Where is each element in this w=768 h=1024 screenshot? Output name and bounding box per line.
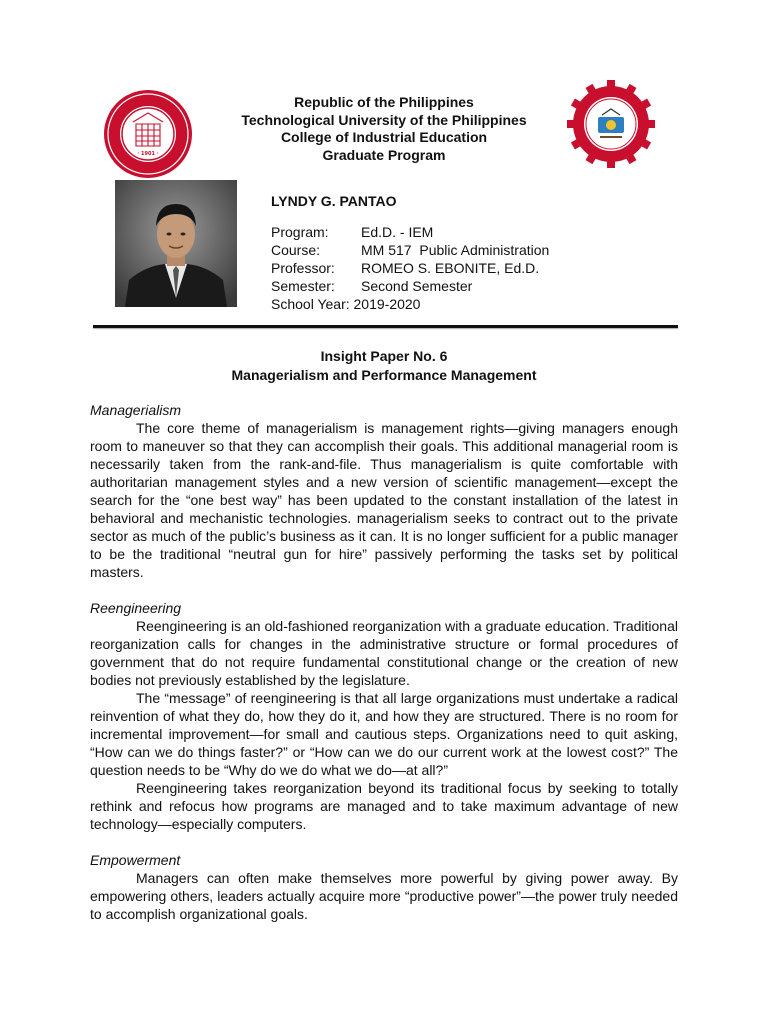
paragraph: Reengineering is an old-fashioned reorganization with a graduate education. Traditional reorganization calls for changes in the administrative structure or formal procedures of government that do not require fundamental constitutional change or the creation of new bodies not previously established by the legislature. <box>90 618 678 688</box>
student-info <box>271 223 549 313</box>
section-reengineering <box>90 599 678 833</box>
section-heading: Empowerment <box>90 852 181 868</box>
info-row-professor <box>271 259 549 277</box>
paragraph: Managers can often make themselves more powerful by giving power away. By empowering others, leaders actually acquire more “productive power”—the power truly needed to accomplish organizational goals. <box>90 870 678 922</box>
header-line-college: College of Industrial Education <box>280 129 488 145</box>
header-line-university: Technological University of the Philippines <box>241 111 527 128</box>
student-name: LYNDY G. PANTAO <box>271 193 397 209</box>
header-line-country: Republic of the Philippines <box>294 94 474 110</box>
section-heading: Managerialism <box>90 402 182 418</box>
info-value: ROMEO S. EBONITE, Ed.D. <box>361 260 540 276</box>
paragraph: The “message” of reengineering is that all large organizations must undertake a radical reinvention of what they do, how they do it, and how they are structured. There is no room for incremental improvement—for small and cautious steps. Organizations need to quit asking, “How can we do things faster?” or “How can we do our current work at the lowest cost?” The question needs to be “Why do we do what we do—at all?” <box>90 690 678 778</box>
paper-title-block <box>90 347 678 385</box>
student-portrait-icon <box>115 180 237 307</box>
info-value: Ed.D. - IEM <box>361 224 434 240</box>
info-value: Second Semester <box>361 278 473 294</box>
info-label: School Year: <box>271 296 350 312</box>
svg-text:· 1901 ·: · 1901 · <box>137 151 159 157</box>
paper-title: Managerialism and Performance Management <box>231 367 537 383</box>
info-label: Semester: <box>271 278 335 294</box>
paragraph: Reengineering takes reorganization beyond its traditional focus by seeking to totally rethink and refocus how programs are managed and to take maximum advantage of new technology—especially computers. <box>90 780 678 832</box>
info-label: Course: <box>271 242 321 258</box>
document-header <box>180 94 588 164</box>
paragraph: The core theme of managerialism is management rights—giving managers enough room to maneuver so that they can accomplish their goals. This additional managerial room is necessarily taken from the rank-and-file. Thus managerialism is quite comfortable with authoritarian management styles and a new version of scientific management—except the search for the “one best way” has been updated to the constant installation of the latest in behavioral and mechanistic technologies. managerialism seeks to contract out to the private sector as much of the public’s business as it can. It is no longer sufficient for a public manager to be the traditional “neutral gun for hire” passively performing the tasks set by political masters. <box>90 420 678 580</box>
section-heading: Reengineering <box>90 600 182 616</box>
info-row-semester <box>271 277 549 295</box>
info-label: Program: <box>271 224 329 240</box>
info-value: MM 517 Public Administration <box>361 242 550 258</box>
paper-number: Insight Paper No. 6 <box>320 348 448 364</box>
info-row-course <box>271 241 549 259</box>
info-row-program <box>271 223 549 241</box>
header-divider <box>93 325 678 328</box>
info-value: 2019-2020 <box>353 296 421 312</box>
header-line-program: Graduate Program <box>322 146 446 163</box>
section-managerialism <box>90 401 678 581</box>
section-empowerment <box>90 851 678 923</box>
info-row-school-year <box>271 295 549 313</box>
paper-body <box>90 401 678 923</box>
info-label: Professor: <box>271 260 335 276</box>
